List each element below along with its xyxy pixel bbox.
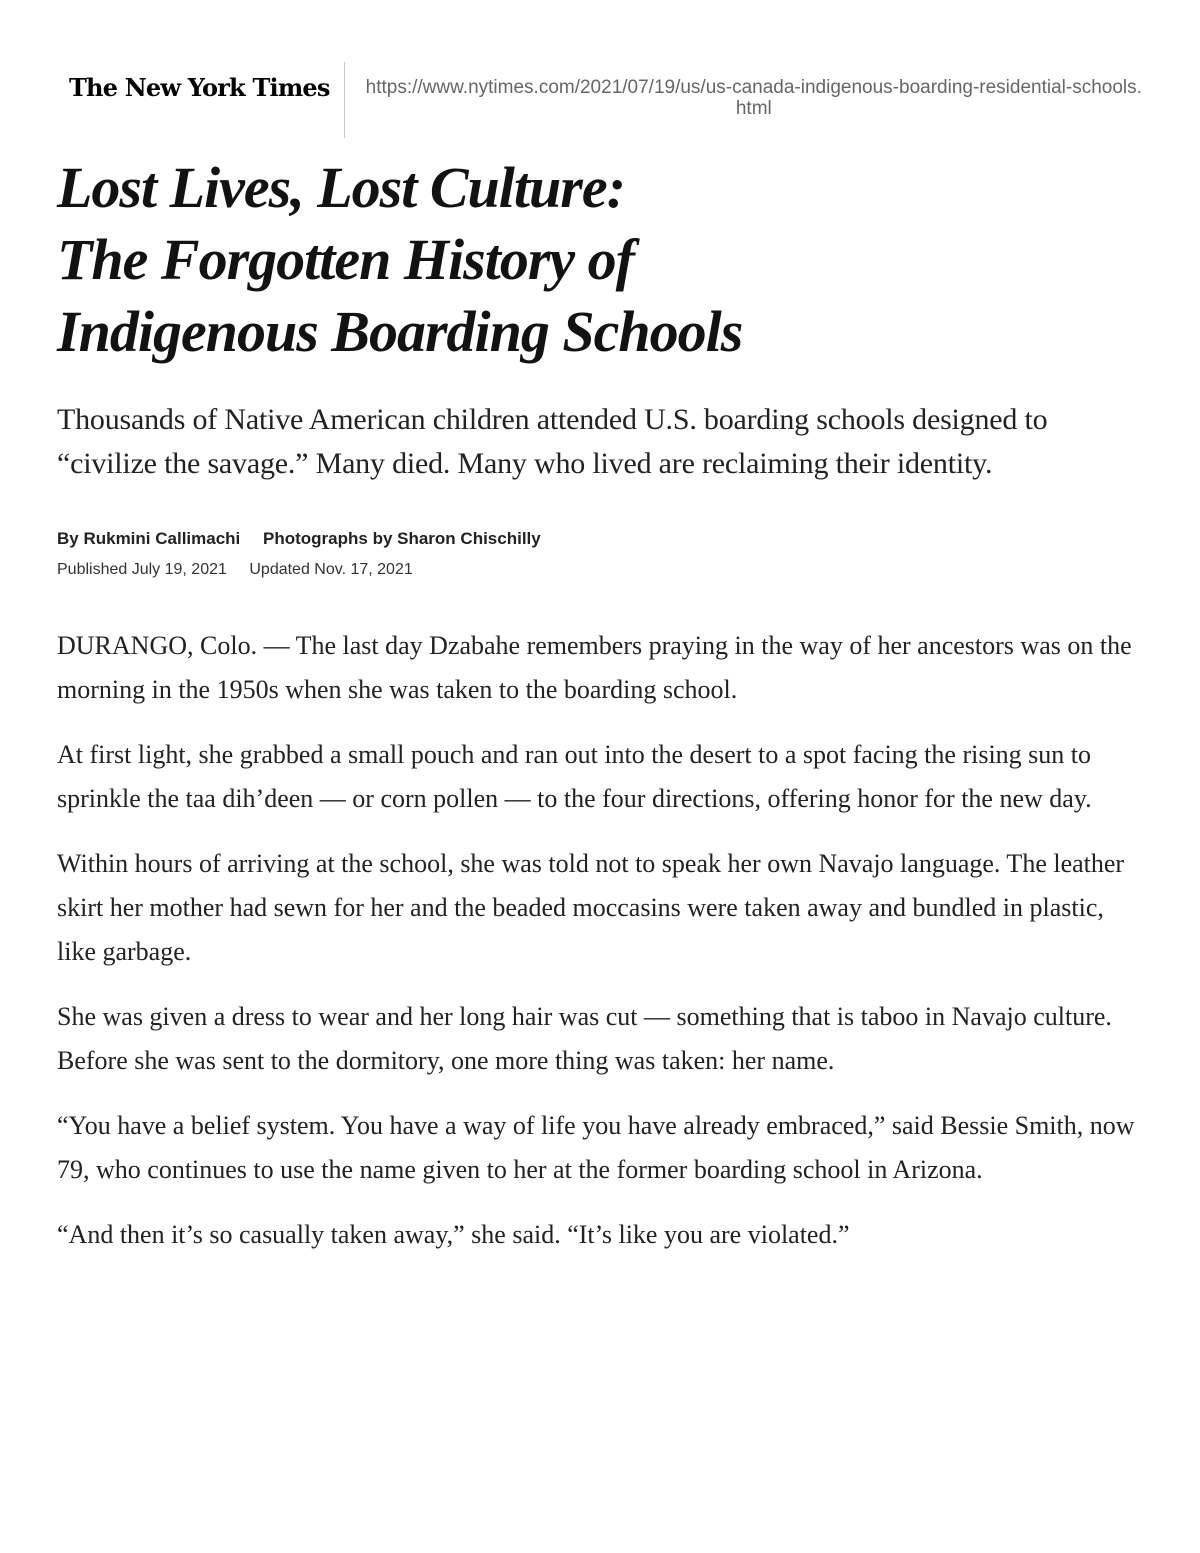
article-page — [57, 60, 1147, 1278]
article-summary: Thousands of Native American children attended U.S. boarding schools designed to “civilize the savage.” Many died. Many who lived are reclaiming their identity. — [57, 403, 1048, 480]
article-url[interactable]: https://www.nytimes.com/2021/07/19/us/us-canada-indigenous-boarding-residential-schools.html — [365, 77, 1142, 119]
body-paragraph: DURANGO, Colo. — The last day Dzabahe remembers praying in the way of her ancestors was on the morning in the 1950s when she was taken to the boarding school. — [57, 631, 1132, 704]
body-paragraph: “You have a belief system. You have a way of life you have already embraced,” said Bessie Smith, now 79, who continues to use the name given to her at the former boarding school in Arizona. — [57, 1111, 1135, 1184]
masthead — [57, 60, 1147, 140]
headline-line-2: The Forgotten History of — [57, 227, 634, 292]
photographer-byline[interactable]: Photographs by Sharon Chischilly — [263, 529, 541, 548]
body-paragraph: At first light, she grabbed a small pouch and ran out into the desert to a spot facing the rising sun to sprinkle the taa dih’deen — or corn pollen — to the four directions, offering honor for the new day. — [57, 740, 1092, 813]
body-paragraph: Within hours of arriving at the school, she was told not to speak her own Navajo language. The leather skirt her mother had sewn for her and the beaded moccasins were taken away and bundled in plastic, like garbage. — [57, 849, 1125, 966]
article-dates — [57, 561, 1147, 579]
masthead-divider — [344, 62, 345, 138]
body-paragraph: She was given a dress to wear and her long hair was cut — something that is taboo in Navajo culture. Before she was sent to the dormitory, one more thing was taken: her name. — [57, 1002, 1112, 1075]
headline-line-1: Lost Lives, Lost Culture: — [57, 155, 625, 220]
headline — [57, 152, 1147, 368]
article-body — [57, 624, 1147, 1257]
published-date: Published July 19, 2021 — [57, 561, 227, 578]
updated-date: Updated Nov. 17, 2021 — [249, 561, 413, 578]
headline-line-3: Indigenous Boarding Schools — [57, 299, 743, 364]
nyt-logo[interactable]: The New York Times — [69, 73, 330, 102]
body-paragraph: “And then it’s so casually taken away,” she said. “It’s like you are violated.” — [57, 1220, 850, 1249]
byline — [57, 529, 1147, 549]
author-byline[interactable]: By Rukmini Callimachi — [57, 529, 241, 548]
